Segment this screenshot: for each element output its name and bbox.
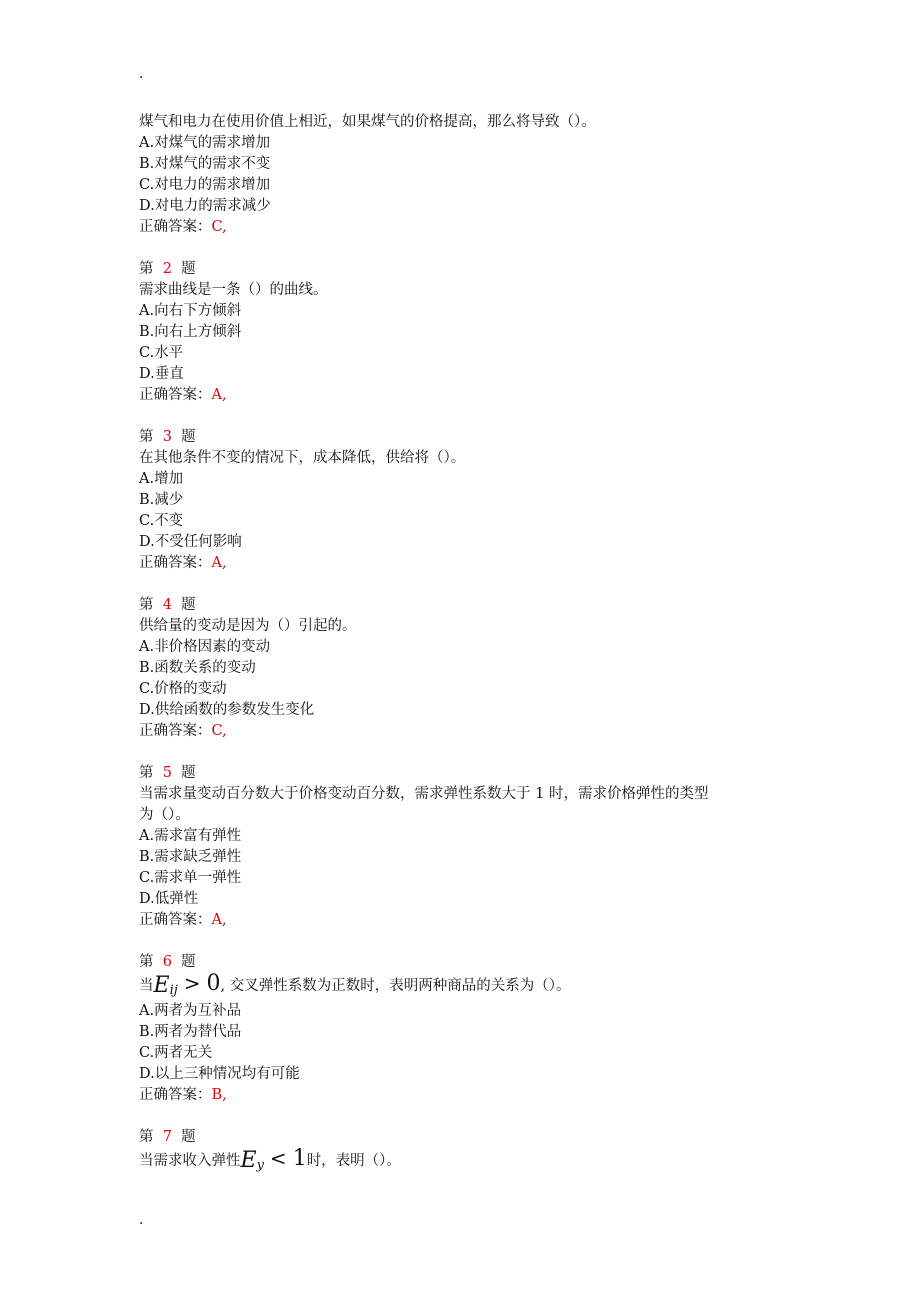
question-stem: 在其他条件不变的情况下，成本降低，供给将（）。	[139, 450, 466, 466]
option-c: C.不变	[139, 513, 184, 529]
question-stem	[139, 973, 789, 1001]
answer-line	[139, 553, 789, 574]
header-prefix: 第	[139, 954, 154, 970]
header-prefix: 第	[139, 429, 154, 445]
header-prefix: 第	[139, 765, 154, 781]
question-stem: 供给量的变动是因为（）引起的。	[139, 618, 357, 634]
question-header	[139, 763, 789, 784]
option-c: C.水平	[139, 345, 184, 361]
answer-line	[139, 385, 789, 406]
header-prefix: 第	[139, 261, 154, 277]
header-suffix: 题	[181, 429, 196, 445]
question-header	[139, 427, 789, 448]
option-a: A.两者为互补品	[139, 1003, 242, 1019]
header-prefix: 第	[139, 1129, 154, 1145]
option-b: B.减少	[139, 492, 184, 508]
option-a: A.增加	[139, 471, 184, 487]
answer-value: A,	[211, 912, 227, 928]
question-2	[139, 259, 789, 406]
answer-label: 正确答案：	[139, 1087, 212, 1103]
question-number: 6	[162, 954, 172, 970]
question-number: 4	[162, 597, 172, 613]
question-stem-line-1: 当需求量变动百分数大于价格变动百分数，需求弹性系数大于 1 时，需求价格弹性的类型	[139, 786, 709, 802]
answer-line	[139, 217, 789, 238]
option-b: B.函数关系的变动	[139, 660, 256, 676]
option-a: A.非价格因素的变动	[139, 639, 271, 655]
question-3	[139, 427, 789, 574]
answer-line	[139, 721, 789, 742]
question-1	[139, 112, 789, 238]
option-d: D.垂直	[139, 366, 184, 382]
question-header	[139, 952, 789, 973]
math-operator: <	[269, 1146, 287, 1170]
question-list	[139, 112, 789, 1197]
answer-label: 正确答案：	[139, 219, 212, 235]
math-operator: >	[183, 971, 201, 995]
answer-label: 正确答案：	[139, 723, 212, 739]
answer-value: A,	[211, 387, 227, 403]
header-suffix: 题	[181, 597, 196, 613]
option-d: D.低弹性	[139, 891, 199, 907]
math-variable: E	[153, 973, 170, 998]
option-c: C.需求单一弹性	[139, 870, 242, 886]
math-value: 0	[206, 971, 221, 996]
question-7	[139, 1127, 789, 1176]
math-formula	[241, 1148, 307, 1176]
option-d: D.对电力的需求减少	[139, 198, 271, 214]
page-mark-bottom: .	[139, 1212, 144, 1228]
question-header	[139, 259, 789, 280]
option-c: C.对电力的需求增加	[139, 177, 271, 193]
answer-label: 正确答案：	[139, 912, 212, 928]
answer-value: B,	[211, 1087, 227, 1103]
option-b: B.两者为替代品	[139, 1024, 242, 1040]
header-suffix: 题	[181, 261, 196, 277]
option-d: D.不受任何影响	[139, 534, 242, 550]
answer-value: A,	[211, 555, 227, 571]
header-suffix: 题	[181, 765, 196, 781]
option-c: C.价格的变动	[139, 681, 227, 697]
math-value: 1	[292, 1146, 307, 1171]
option-b: B.向右上方倾斜	[139, 324, 242, 340]
question-stem	[139, 1148, 789, 1176]
question-stem: 煤气和电力在使用价值上相近，如果煤气的价格提高，那么将导致（）。	[139, 114, 596, 130]
question-stem-line-2: 为（）。	[139, 807, 190, 823]
answer-value: C,	[211, 219, 227, 235]
option-b: B.对煤气的需求不变	[139, 156, 271, 172]
question-number: 5	[162, 765, 172, 781]
answer-label: 正确答案：	[139, 387, 212, 403]
math-subscript: y	[256, 1158, 264, 1173]
answer-line	[139, 910, 789, 931]
stem-suffix: 时，表明（）。	[306, 1153, 401, 1169]
question-number: 3	[162, 429, 172, 445]
option-a: A.向右下方倾斜	[139, 303, 242, 319]
stem-prefix: 当	[139, 978, 154, 994]
option-a: A.需求富有弹性	[139, 828, 242, 844]
option-b: B.需求缺乏弹性	[139, 849, 242, 865]
question-4	[139, 595, 789, 742]
page-mark-top: .	[139, 66, 144, 82]
option-d: D.以上三种情况均有可能	[139, 1066, 300, 1082]
option-c: C.两者无关	[139, 1045, 213, 1061]
header-prefix: 第	[139, 597, 154, 613]
math-subscript: ij	[169, 983, 178, 998]
question-5	[139, 763, 789, 931]
header-suffix: 题	[181, 1129, 196, 1145]
question-stem: 需求曲线是一条（）的曲线。	[139, 282, 328, 298]
answer-value: C,	[211, 723, 227, 739]
stem-prefix: 当需求收入弹性	[139, 1153, 241, 1169]
math-formula	[154, 973, 221, 1001]
question-6	[139, 952, 789, 1106]
question-number: 7	[162, 1129, 172, 1145]
question-number: 2	[162, 261, 172, 277]
question-header	[139, 595, 789, 616]
option-a: A.对煤气的需求增加	[139, 135, 271, 151]
answer-label: 正确答案：	[139, 555, 212, 571]
option-d: D.供给函数的参数发生变化	[139, 702, 315, 718]
header-suffix: 题	[181, 954, 196, 970]
math-variable: E	[240, 1148, 257, 1173]
question-header	[139, 1127, 789, 1148]
answer-line	[139, 1085, 789, 1106]
stem-suffix: , 交叉弹性系数为正数时，表明两种商品的关系为（）。	[220, 978, 571, 994]
